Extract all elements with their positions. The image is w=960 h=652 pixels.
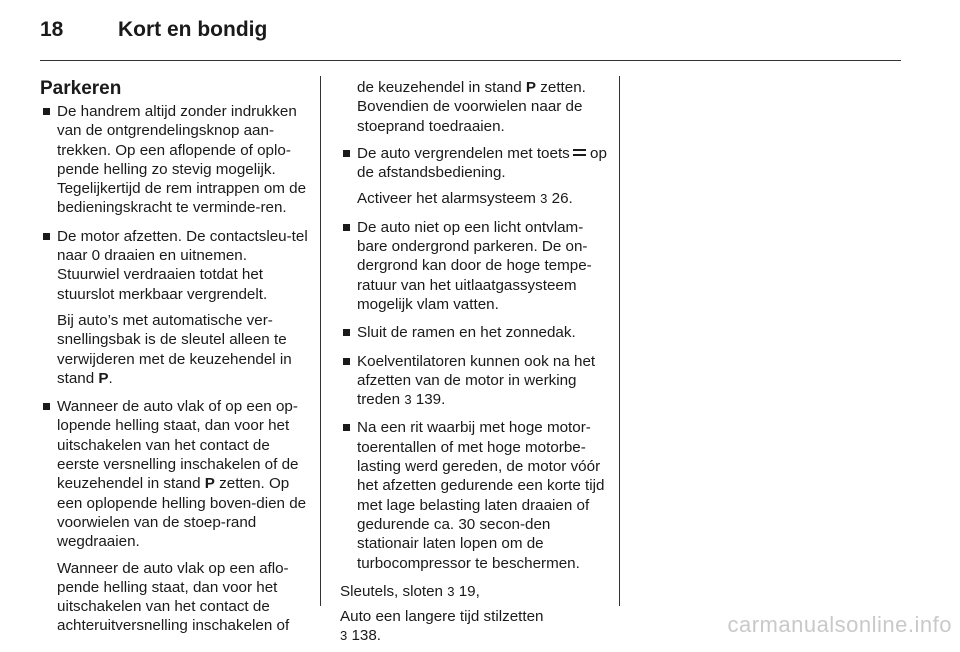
lock-key-icon (573, 149, 586, 156)
column-divider-right (619, 76, 620, 606)
list-item-text: Wanneer de auto vlak of op een op-lopende helling staat, dan voor het uitschakelen van het contact de eerste versnelling inschakelen of de keuzehendel in stand (57, 398, 299, 493)
bullet-icon (343, 358, 350, 365)
bullet-icon (343, 424, 350, 431)
continuation-text-end: zetten. Bovendien de voorwielen naar de stoeprand toedraaien. (357, 79, 586, 135)
cross-reference-storage (340, 607, 608, 646)
list-item-subparagraph (357, 189, 608, 208)
column-2 (340, 78, 608, 652)
cross-reference-text: Sleutels, sloten (340, 582, 443, 600)
bullet-icon (343, 224, 350, 231)
bullet-icon (343, 150, 350, 157)
list-item-text-continued: zetten. Op een oplopende helling boven-dien de voorwielen van de stoep-rand wegdraaien. (57, 475, 307, 551)
page-header (40, 18, 900, 62)
gear-position-p: P (98, 369, 109, 387)
list-item (40, 227, 308, 388)
list-item-text-end: op de afstandsbediening. (357, 144, 607, 182)
bullet-icon (343, 329, 350, 336)
watermark: carmanualsonline.info (727, 612, 952, 637)
page-title: Kort en bondig (118, 18, 268, 41)
bullet-icon (43, 403, 50, 410)
list-item-subparagraph: Wanneer de auto vlak op een aflo-pende helling staat, dan voor het uitschakelen van het contact de achteruitversnelling inschakelen of (57, 559, 290, 635)
column-divider-left (320, 76, 321, 606)
reference-arrow-icon: 3 (540, 191, 548, 207)
list-item-text: Na een rit waarbij met hoge motor-toerentallen of met hoge motorbe-lasting werd gereden, de motor vóór het afzetten gedurende een korte tijd met lage belasting laten draaien of gedurende ca. 30 secon-den stationair laten lopen om de turbocompressor te beschermen. (357, 419, 605, 572)
reference-arrow-icon: 3 (447, 583, 455, 599)
continuation-text: de keuzehendel in stand (357, 79, 522, 96)
header-rule (40, 60, 901, 61)
bullet-icon (43, 108, 50, 115)
column-1 (40, 78, 308, 645)
list-item-subparagraph (57, 311, 308, 388)
gear-position-p: P (204, 475, 215, 493)
page-reference: 138. (351, 627, 382, 645)
list-item (340, 144, 608, 209)
cross-reference-text: Auto een langere tijd stilzetten (340, 608, 544, 626)
subparagraph-text: Activeer het alarmsysteem (357, 190, 536, 208)
page-number: 18 (40, 18, 64, 41)
reference-arrow-icon: 3 (340, 628, 348, 644)
page-reference: 26. (551, 190, 573, 208)
list-item (340, 218, 608, 314)
list-item-text: De auto vergrendelen met toets (357, 144, 570, 162)
subparagraph-text: Bij auto’s met automatische ver-snellingsbak is de sleutel alleen te verwijderen met de keuzehendel in stand (57, 311, 292, 387)
bullet-icon (43, 233, 50, 240)
page-reference: 139. (415, 391, 446, 409)
list-item-text: De handrem altijd zonder indrukken van de ontgrendelingsknop aan-trekken. Op een aflopende of oplo-pende helling zo stevig mogelijk. Tegelijkertijd de rem intrappen om de bedieningskracht te verminde-ren. (57, 103, 307, 217)
cross-reference-keys (340, 582, 608, 601)
list-item-text: De auto niet op een licht ontvlam-bare ondergrond parkeren. De on-dergrond kan door de hoge tempe-ratuur van het uitlaatgassysteem mogelijk vlam vatten. (357, 218, 592, 313)
list-item-continuation (340, 78, 608, 136)
list-item (340, 418, 608, 572)
parking-steps (40, 102, 308, 636)
reference-arrow-icon: 3 (404, 392, 412, 408)
parking-steps-continued (340, 78, 608, 573)
list-item (340, 352, 608, 410)
gear-position-p: P (525, 79, 537, 96)
subparagraph-end: . (108, 369, 113, 387)
section-heading: Parkeren (40, 78, 122, 99)
list-item-text: Koelventilatoren kunnen ook na het afzetten van de motor in werking treden (357, 352, 596, 409)
list-item (40, 397, 308, 636)
list-item (340, 323, 608, 342)
list-item-text: De motor afzetten. De contactsleu-tel naar 0 draaien en uitnemen. Stuurwiel verdraaien totdat het stuurslot merkbaar vergrendelt. (57, 227, 308, 303)
page-reference: 19, (458, 582, 480, 600)
list-item (40, 102, 308, 218)
list-item-text: Sluit de ramen en het zonnedak. (357, 324, 576, 342)
